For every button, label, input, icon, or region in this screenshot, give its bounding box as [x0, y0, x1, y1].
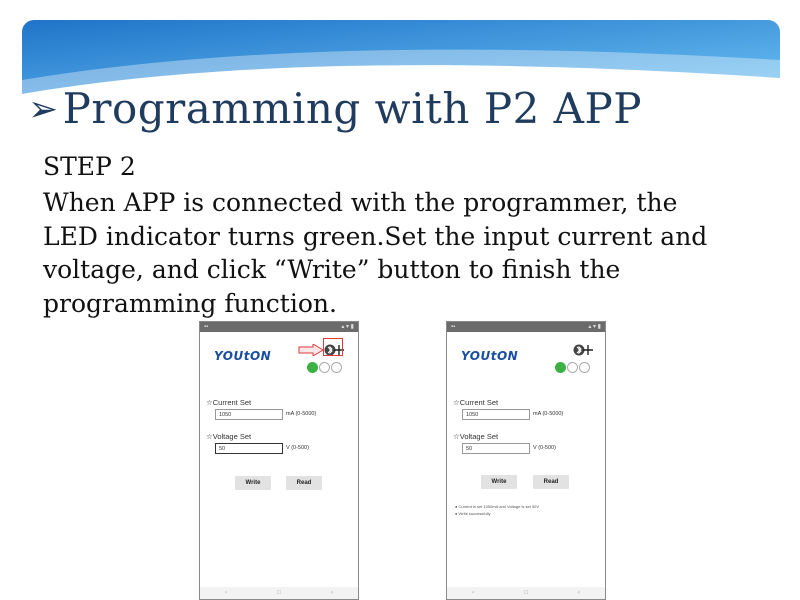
status-bar: ▪▪ ▴ ▾ ▮ [200, 322, 358, 332]
youton-logo: YOUtON [461, 349, 519, 363]
back-icon[interactable]: ▫ [472, 590, 475, 596]
highlight-box [323, 338, 343, 356]
led-green-icon [307, 362, 318, 373]
android-nav-bar [200, 587, 358, 599]
phone-screenshot-before [199, 321, 359, 600]
voltage-input[interactable]: 50 [215, 443, 283, 454]
paragraph-line: programming function. [43, 288, 337, 318]
back-icon[interactable]: ▫ [225, 590, 228, 596]
current-set-label: ☆Current Set [453, 398, 499, 407]
status-message: ● Current is set 1050mA and Voltage is set 50V [455, 504, 540, 509]
led-off-icon [579, 362, 590, 373]
header-banner [22, 20, 780, 94]
paragraph-line: voltage, and click “Write” button to finish the [43, 255, 621, 284]
youton-logo: YOUtON [214, 349, 272, 363]
recents-icon[interactable]: ‹ [577, 590, 580, 596]
slide-title [28, 84, 642, 133]
paragraph-line: LED indicator turns green.Set the input current and [43, 221, 708, 251]
home-icon[interactable]: □ [277, 590, 281, 596]
title-text: Programming with P2 APP [62, 84, 643, 133]
led-off-icon [567, 362, 578, 373]
current-input[interactable]: 1050 [462, 409, 530, 420]
led-off-icon [331, 362, 342, 373]
led-off-icon [319, 362, 330, 373]
bluetooth-plus-icon[interactable] [573, 343, 595, 357]
voltage-set-label: ☆Voltage Set [206, 432, 252, 441]
status-bar: ▪▪ ▴ ▾ ▮ [447, 322, 605, 332]
home-icon[interactable]: □ [524, 590, 528, 596]
arrow-bullet-icon: ➢ [28, 89, 59, 130]
current-unit: mA (0-5000) [286, 411, 317, 417]
voltage-unit: V (0-500) [286, 445, 309, 451]
voltage-unit: V (0-500) [533, 445, 556, 451]
voltage-input[interactable]: 50 [462, 443, 530, 454]
write-button[interactable]: Write [481, 475, 517, 489]
read-button[interactable]: Read [286, 476, 322, 490]
current-input[interactable]: 1050 [215, 409, 283, 420]
led-indicators [307, 362, 342, 373]
voltage-set-label: ☆Voltage Set [453, 432, 499, 441]
current-set-label: ☆Current Set [206, 398, 252, 407]
write-button[interactable]: Write [235, 476, 271, 490]
phone-screenshot-after [446, 321, 606, 600]
paragraph-line: When APP is connected with the programmer, the [43, 188, 678, 217]
read-button[interactable]: Read [533, 475, 569, 489]
recents-icon[interactable]: ‹ [330, 590, 333, 596]
pointer-arrow-icon [298, 341, 324, 353]
led-green-icon [555, 362, 566, 373]
led-indicators [555, 362, 590, 373]
instruction-paragraph [43, 186, 778, 320]
step-heading: STEP 2 [43, 152, 136, 181]
status-message: ● Write successfully [455, 511, 491, 516]
android-nav-bar [447, 587, 605, 599]
current-unit: mA (0-5000) [533, 411, 564, 417]
